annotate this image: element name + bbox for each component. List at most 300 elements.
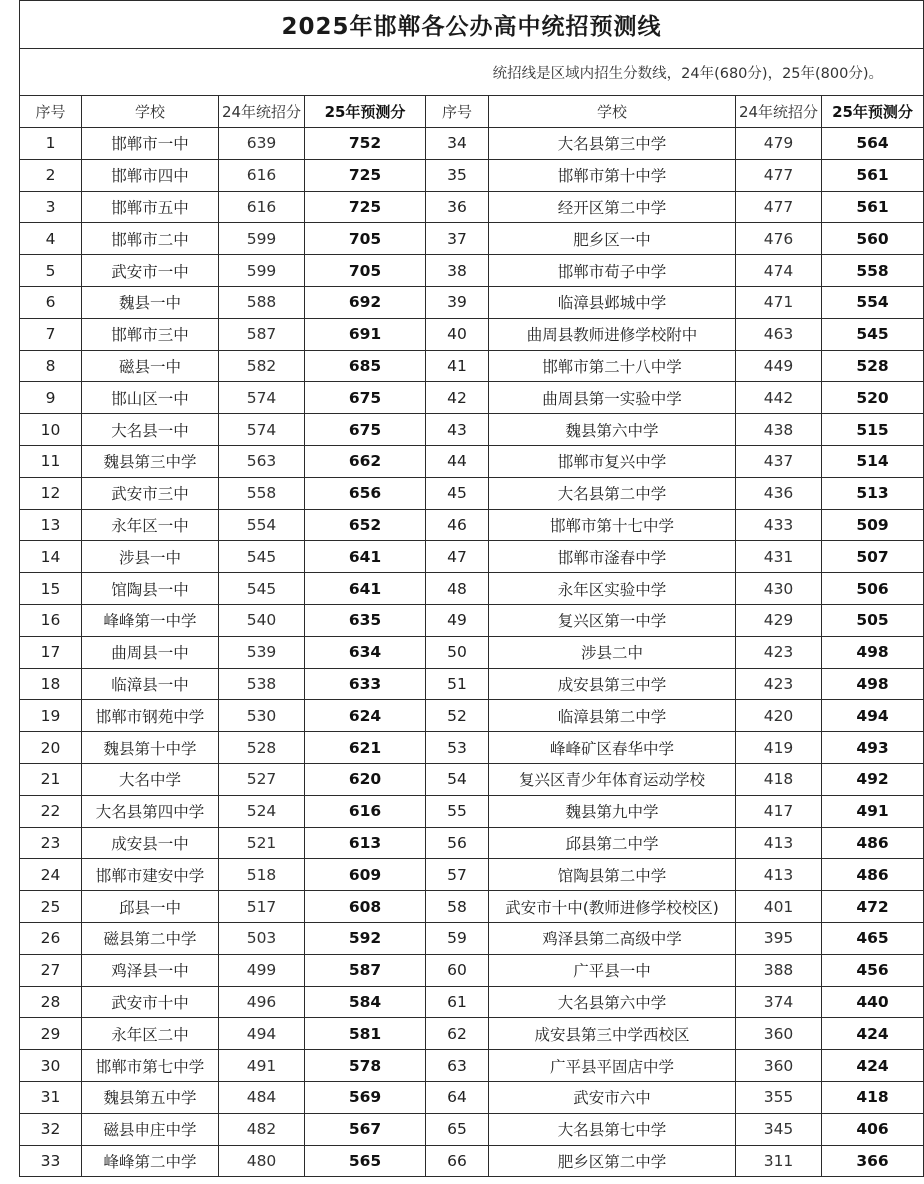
right-school-name: 邯郸市第十中学 [489, 159, 736, 191]
left-s25-cell: 567 [305, 1113, 426, 1145]
right-s25-cell: 486 [822, 859, 924, 891]
left-no-cell: 17 [20, 636, 82, 668]
right-school-name: 曲周县第一实验中学 [489, 382, 736, 414]
left-no-cell: 6 [20, 286, 82, 318]
left-s25-cell: 592 [305, 922, 426, 954]
table-row [20, 636, 924, 668]
right-no-cell: 34 [426, 128, 489, 160]
right-school-name: 峰峰矿区春华中学 [489, 732, 736, 764]
left-s24-cell: 503 [219, 922, 305, 954]
left-no-cell: 2 [20, 159, 82, 191]
left-s25-cell: 608 [305, 891, 426, 923]
right-no-cell: 37 [426, 223, 489, 255]
right-s25-cell: 520 [822, 382, 924, 414]
left-no-cell: 19 [20, 700, 82, 732]
left-s25-cell: 675 [305, 414, 426, 446]
right-no-cell: 61 [426, 986, 489, 1018]
right-s25-cell: 498 [822, 636, 924, 668]
right-no-cell: 63 [426, 1050, 489, 1082]
score-table [19, 0, 924, 1177]
right-s24-cell: 477 [736, 159, 822, 191]
left-s25-cell: 752 [305, 128, 426, 160]
right-no-cell: 51 [426, 668, 489, 700]
left-s25-cell: 616 [305, 795, 426, 827]
right-s24-cell: 374 [736, 986, 822, 1018]
left-no-cell: 23 [20, 827, 82, 859]
left-no-cell: 32 [20, 1113, 82, 1145]
left-s25-cell: 691 [305, 318, 426, 350]
right-school-name: 广平县一中 [489, 954, 736, 986]
left-s25-cell: 675 [305, 382, 426, 414]
table-row [20, 700, 924, 732]
table-row [20, 350, 924, 382]
right-school-name: 临漳县第二中学 [489, 700, 736, 732]
right-s25-cell: 505 [822, 604, 924, 636]
header-s25-left: 25年预测分 [305, 96, 426, 128]
left-s24-cell: 558 [219, 477, 305, 509]
right-no-cell: 66 [426, 1145, 489, 1177]
left-s24-cell: 482 [219, 1113, 305, 1145]
right-no-cell: 58 [426, 891, 489, 923]
header-row [20, 96, 924, 128]
table-row [20, 223, 924, 255]
left-s24-cell: 521 [219, 827, 305, 859]
left-s24-cell: 538 [219, 668, 305, 700]
right-no-cell: 39 [426, 286, 489, 318]
right-s25-cell: 472 [822, 891, 924, 923]
table-row [20, 1050, 924, 1082]
right-s24-cell: 438 [736, 414, 822, 446]
table-row [20, 159, 924, 191]
right-s24-cell: 360 [736, 1018, 822, 1050]
left-school-name: 峰峰第一中学 [82, 604, 219, 636]
right-school-name: 临漳县邺城中学 [489, 286, 736, 318]
left-school-name: 磁县申庄中学 [82, 1113, 219, 1145]
right-school-name: 武安市十中(教师进修学校校区) [489, 891, 736, 923]
header-s24-right: 24年统招分 [736, 96, 822, 128]
right-school-name: 肥乡区第二中学 [489, 1145, 736, 1177]
left-s24-cell: 491 [219, 1050, 305, 1082]
right-s24-cell: 417 [736, 795, 822, 827]
left-s24-cell: 616 [219, 191, 305, 223]
right-s24-cell: 311 [736, 1145, 822, 1177]
right-s24-cell: 433 [736, 509, 822, 541]
right-s24-cell: 395 [736, 922, 822, 954]
right-s24-cell: 423 [736, 636, 822, 668]
left-school-name: 魏县第三中学 [82, 445, 219, 477]
left-no-cell: 7 [20, 318, 82, 350]
left-no-cell: 11 [20, 445, 82, 477]
right-no-cell: 54 [426, 763, 489, 795]
left-school-name: 邯郸市一中 [82, 128, 219, 160]
table-row [20, 128, 924, 160]
right-school-name: 邯郸市滏春中学 [489, 541, 736, 573]
left-s25-cell: 705 [305, 255, 426, 287]
left-no-cell: 25 [20, 891, 82, 923]
left-no-cell: 16 [20, 604, 82, 636]
right-s25-cell: 564 [822, 128, 924, 160]
left-no-cell: 21 [20, 763, 82, 795]
right-no-cell: 60 [426, 954, 489, 986]
right-s24-cell: 479 [736, 128, 822, 160]
left-no-cell: 15 [20, 573, 82, 605]
right-no-cell: 46 [426, 509, 489, 541]
table-row [20, 1018, 924, 1050]
left-s24-cell: 540 [219, 604, 305, 636]
table-row [20, 318, 924, 350]
left-school-name: 武安市一中 [82, 255, 219, 287]
right-s25-cell: 492 [822, 763, 924, 795]
left-s24-cell: 517 [219, 891, 305, 923]
table-row [20, 604, 924, 636]
left-s25-cell: 705 [305, 223, 426, 255]
right-no-cell: 65 [426, 1113, 489, 1145]
right-school-name: 涉县二中 [489, 636, 736, 668]
right-s24-cell: 388 [736, 954, 822, 986]
left-s24-cell: 563 [219, 445, 305, 477]
left-school-name: 曲周县一中 [82, 636, 219, 668]
left-no-cell: 9 [20, 382, 82, 414]
table-row [20, 986, 924, 1018]
left-s24-cell: 574 [219, 414, 305, 446]
right-s24-cell: 429 [736, 604, 822, 636]
right-no-cell: 35 [426, 159, 489, 191]
left-school-name: 大名县一中 [82, 414, 219, 446]
left-s24-cell: 545 [219, 573, 305, 605]
left-school-name: 磁县一中 [82, 350, 219, 382]
left-school-name: 武安市十中 [82, 986, 219, 1018]
left-no-cell: 14 [20, 541, 82, 573]
table-row [20, 573, 924, 605]
right-s25-cell: 440 [822, 986, 924, 1018]
right-s25-cell: 493 [822, 732, 924, 764]
left-school-name: 永年区一中 [82, 509, 219, 541]
right-s24-cell: 419 [736, 732, 822, 764]
left-s24-cell: 599 [219, 255, 305, 287]
right-no-cell: 64 [426, 1081, 489, 1113]
right-s24-cell: 449 [736, 350, 822, 382]
left-school-name: 成安县一中 [82, 827, 219, 859]
note-text: 统招线是区域内招生分数线，24年(680分)，25年(800分)。 [20, 49, 924, 96]
right-s24-cell: 413 [736, 827, 822, 859]
table-row [20, 763, 924, 795]
right-no-cell: 50 [426, 636, 489, 668]
right-s25-cell: 561 [822, 191, 924, 223]
right-school-name: 邯郸市第十七中学 [489, 509, 736, 541]
left-school-name: 邯郸市建安中学 [82, 859, 219, 891]
table-row [20, 255, 924, 287]
left-s25-cell: 692 [305, 286, 426, 318]
left-s24-cell: 599 [219, 223, 305, 255]
right-s24-cell: 401 [736, 891, 822, 923]
table-row [20, 668, 924, 700]
right-s24-cell: 345 [736, 1113, 822, 1145]
left-s24-cell: 574 [219, 382, 305, 414]
left-no-cell: 28 [20, 986, 82, 1018]
left-school-name: 大名中学 [82, 763, 219, 795]
right-s25-cell: 514 [822, 445, 924, 477]
right-school-name: 大名县第七中学 [489, 1113, 736, 1145]
right-school-name: 成安县第三中学 [489, 668, 736, 700]
right-s24-cell: 420 [736, 700, 822, 732]
right-no-cell: 40 [426, 318, 489, 350]
left-s24-cell: 588 [219, 286, 305, 318]
left-s25-cell: 624 [305, 700, 426, 732]
left-no-cell: 3 [20, 191, 82, 223]
right-s24-cell: 474 [736, 255, 822, 287]
right-school-name: 大名县第六中学 [489, 986, 736, 1018]
right-s25-cell: 515 [822, 414, 924, 446]
left-no-cell: 8 [20, 350, 82, 382]
left-s25-cell: 635 [305, 604, 426, 636]
table-row [20, 286, 924, 318]
left-school-name: 邯郸市五中 [82, 191, 219, 223]
left-school-name: 邯郸市三中 [82, 318, 219, 350]
left-s25-cell: 685 [305, 350, 426, 382]
right-school-name: 复兴区青少年体育运动学校 [489, 763, 736, 795]
left-s25-cell: 634 [305, 636, 426, 668]
right-school-name: 广平县平固店中学 [489, 1050, 736, 1082]
right-school-name: 肥乡区一中 [489, 223, 736, 255]
right-s24-cell: 423 [736, 668, 822, 700]
left-s25-cell: 725 [305, 191, 426, 223]
left-school-name: 馆陶县一中 [82, 573, 219, 605]
left-s25-cell: 578 [305, 1050, 426, 1082]
left-s24-cell: 524 [219, 795, 305, 827]
right-s25-cell: 491 [822, 795, 924, 827]
left-school-name: 峰峰第二中学 [82, 1145, 219, 1177]
right-s25-cell: 554 [822, 286, 924, 318]
right-s25-cell: 465 [822, 922, 924, 954]
right-school-name: 邯郸市第二十八中学 [489, 350, 736, 382]
table-row [20, 954, 924, 986]
left-s25-cell: 569 [305, 1081, 426, 1113]
left-no-cell: 5 [20, 255, 82, 287]
right-s25-cell: 506 [822, 573, 924, 605]
left-s24-cell: 539 [219, 636, 305, 668]
right-school-name: 邯郸市荀子中学 [489, 255, 736, 287]
left-s24-cell: 528 [219, 732, 305, 764]
left-s24-cell: 518 [219, 859, 305, 891]
table-row [20, 1081, 924, 1113]
right-s24-cell: 471 [736, 286, 822, 318]
right-school-name: 经开区第二中学 [489, 191, 736, 223]
left-no-cell: 33 [20, 1145, 82, 1177]
right-s25-cell: 486 [822, 827, 924, 859]
left-s24-cell: 527 [219, 763, 305, 795]
header-no-left: 序号 [20, 96, 82, 128]
left-s25-cell: 656 [305, 477, 426, 509]
right-school-name: 曲周县教师进修学校附中 [489, 318, 736, 350]
right-s25-cell: 418 [822, 1081, 924, 1113]
table-row [20, 477, 924, 509]
left-s25-cell: 565 [305, 1145, 426, 1177]
left-no-cell: 12 [20, 477, 82, 509]
table-row [20, 445, 924, 477]
left-s25-cell: 584 [305, 986, 426, 1018]
table-row [20, 191, 924, 223]
right-s24-cell: 477 [736, 191, 822, 223]
right-s24-cell: 476 [736, 223, 822, 255]
left-school-name: 邯郸市四中 [82, 159, 219, 191]
left-s24-cell: 530 [219, 700, 305, 732]
left-school-name: 魏县第五中学 [82, 1081, 219, 1113]
right-no-cell: 56 [426, 827, 489, 859]
right-school-name: 魏县第九中学 [489, 795, 736, 827]
header-s25-right: 25年预测分 [822, 96, 924, 128]
left-no-cell: 22 [20, 795, 82, 827]
left-s25-cell: 581 [305, 1018, 426, 1050]
right-s25-cell: 406 [822, 1113, 924, 1145]
left-no-cell: 24 [20, 859, 82, 891]
right-s25-cell: 424 [822, 1018, 924, 1050]
left-school-name: 临漳县一中 [82, 668, 219, 700]
right-no-cell: 43 [426, 414, 489, 446]
right-s25-cell: 558 [822, 255, 924, 287]
right-s24-cell: 418 [736, 763, 822, 795]
left-school-name: 武安市三中 [82, 477, 219, 509]
left-s25-cell: 621 [305, 732, 426, 764]
left-no-cell: 10 [20, 414, 82, 446]
right-school-name: 邱县第二中学 [489, 827, 736, 859]
right-no-cell: 62 [426, 1018, 489, 1050]
right-s24-cell: 430 [736, 573, 822, 605]
left-s24-cell: 499 [219, 954, 305, 986]
right-s24-cell: 431 [736, 541, 822, 573]
left-no-cell: 29 [20, 1018, 82, 1050]
left-school-name: 涉县一中 [82, 541, 219, 573]
left-s25-cell: 609 [305, 859, 426, 891]
left-school-name: 邯郸市第七中学 [82, 1050, 219, 1082]
left-s24-cell: 554 [219, 509, 305, 541]
right-s25-cell: 560 [822, 223, 924, 255]
right-s25-cell: 507 [822, 541, 924, 573]
table-row [20, 1113, 924, 1145]
left-school-name: 永年区二中 [82, 1018, 219, 1050]
right-s25-cell: 509 [822, 509, 924, 541]
right-s25-cell: 545 [822, 318, 924, 350]
left-s24-cell: 616 [219, 159, 305, 191]
right-no-cell: 47 [426, 541, 489, 573]
header-school-left: 学校 [82, 96, 219, 128]
left-s24-cell: 639 [219, 128, 305, 160]
right-school-name: 鸡泽县第二高级中学 [489, 922, 736, 954]
left-school-name: 邯山区一中 [82, 382, 219, 414]
right-s24-cell: 413 [736, 859, 822, 891]
left-s24-cell: 494 [219, 1018, 305, 1050]
table-row [20, 827, 924, 859]
table-row [20, 382, 924, 414]
left-s24-cell: 582 [219, 350, 305, 382]
left-s24-cell: 480 [219, 1145, 305, 1177]
left-no-cell: 27 [20, 954, 82, 986]
left-school-name: 魏县第十中学 [82, 732, 219, 764]
right-no-cell: 59 [426, 922, 489, 954]
table-row [20, 541, 924, 573]
left-school-name: 邯郸市钢苑中学 [82, 700, 219, 732]
left-no-cell: 4 [20, 223, 82, 255]
left-school-name: 邯郸市二中 [82, 223, 219, 255]
header-no-right: 序号 [426, 96, 489, 128]
table-body [20, 128, 924, 1177]
right-s25-cell: 366 [822, 1145, 924, 1177]
left-no-cell: 20 [20, 732, 82, 764]
table-row [20, 509, 924, 541]
table-row [20, 859, 924, 891]
right-school-name: 永年区实验中学 [489, 573, 736, 605]
right-school-name: 大名县第三中学 [489, 128, 736, 160]
right-no-cell: 48 [426, 573, 489, 605]
right-no-cell: 45 [426, 477, 489, 509]
page-title: 2025年邯郸各公办高中统招预测线 [20, 1, 924, 49]
right-no-cell: 42 [426, 382, 489, 414]
left-no-cell: 1 [20, 128, 82, 160]
right-school-name: 复兴区第一中学 [489, 604, 736, 636]
right-no-cell: 36 [426, 191, 489, 223]
left-s25-cell: 613 [305, 827, 426, 859]
right-no-cell: 53 [426, 732, 489, 764]
right-s24-cell: 436 [736, 477, 822, 509]
header-school-right: 学校 [489, 96, 736, 128]
header-s24-left: 24年统招分 [219, 96, 305, 128]
right-no-cell: 57 [426, 859, 489, 891]
left-school-name: 魏县一中 [82, 286, 219, 318]
left-s25-cell: 641 [305, 541, 426, 573]
right-no-cell: 38 [426, 255, 489, 287]
right-s25-cell: 424 [822, 1050, 924, 1082]
right-school-name: 大名县第二中学 [489, 477, 736, 509]
right-no-cell: 55 [426, 795, 489, 827]
table-row [20, 414, 924, 446]
right-s25-cell: 494 [822, 700, 924, 732]
table-row [20, 1145, 924, 1177]
right-s25-cell: 498 [822, 668, 924, 700]
right-s25-cell: 456 [822, 954, 924, 986]
table-row [20, 795, 924, 827]
left-s24-cell: 587 [219, 318, 305, 350]
right-s24-cell: 463 [736, 318, 822, 350]
left-s24-cell: 545 [219, 541, 305, 573]
left-school-name: 邱县一中 [82, 891, 219, 923]
table-row [20, 922, 924, 954]
left-s25-cell: 620 [305, 763, 426, 795]
left-s25-cell: 633 [305, 668, 426, 700]
left-no-cell: 13 [20, 509, 82, 541]
left-no-cell: 30 [20, 1050, 82, 1082]
left-s25-cell: 725 [305, 159, 426, 191]
right-school-name: 魏县第六中学 [489, 414, 736, 446]
right-no-cell: 52 [426, 700, 489, 732]
left-school-name: 鸡泽县一中 [82, 954, 219, 986]
right-no-cell: 41 [426, 350, 489, 382]
left-no-cell: 31 [20, 1081, 82, 1113]
left-no-cell: 26 [20, 922, 82, 954]
right-s24-cell: 437 [736, 445, 822, 477]
left-school-name: 大名县第四中学 [82, 795, 219, 827]
left-no-cell: 18 [20, 668, 82, 700]
right-no-cell: 44 [426, 445, 489, 477]
right-no-cell: 49 [426, 604, 489, 636]
right-s24-cell: 360 [736, 1050, 822, 1082]
table-row [20, 732, 924, 764]
right-school-name: 成安县第三中学西校区 [489, 1018, 736, 1050]
right-school-name: 武安市六中 [489, 1081, 736, 1113]
right-s24-cell: 442 [736, 382, 822, 414]
left-s24-cell: 496 [219, 986, 305, 1018]
left-s25-cell: 587 [305, 954, 426, 986]
left-school-name: 磁县第二中学 [82, 922, 219, 954]
right-s25-cell: 528 [822, 350, 924, 382]
